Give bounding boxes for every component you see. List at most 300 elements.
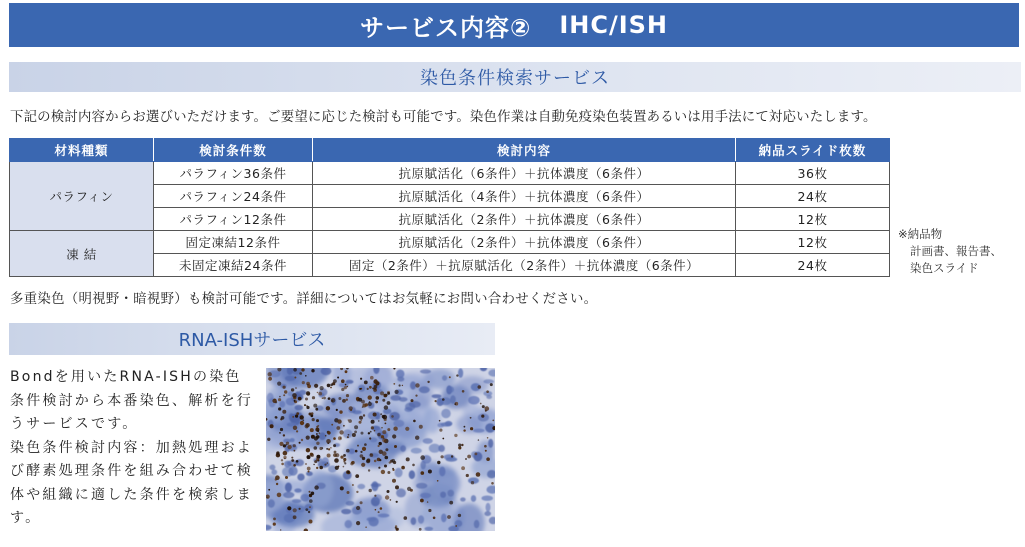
ish-signal-dot [378,445,380,447]
cell-nucleus [439,397,451,405]
ish-signal-dot [296,430,298,432]
ish-signal-dot [293,464,296,467]
ish-signal-dot [340,486,344,490]
ish-signal-dot [378,467,380,469]
deliverables-note [898,226,1002,277]
note-line: 染色スライド [910,261,979,275]
ish-signal-dot [478,439,479,440]
ish-signal-dot [395,390,399,394]
ish-signal-dot [392,469,394,471]
cell-nucleus [441,409,451,419]
ish-signal-dot [320,386,324,390]
ish-signal-dot [454,403,456,405]
ish-signal-dot [442,438,444,440]
cell-nucleus [429,444,441,453]
ish-signal-dot [415,395,417,397]
stain-section-title: 染色条件検索サービス [9,62,1021,92]
ish-signal-dot [458,514,461,517]
cell-nucleus [357,484,365,489]
ish-signal-dot [336,426,340,430]
cell-nucleus [409,470,415,479]
ish-signal-dot [347,491,350,494]
ish-signal-dot [352,433,356,437]
ish-signal-dot [428,470,432,474]
ish-signal-dot [313,464,314,465]
ish-signal-dot [427,381,429,383]
ish-signal-dot [304,404,306,406]
ish-signal-dot [340,456,343,459]
ish-signal-dot [318,392,322,396]
ish-signal-dot [362,447,366,451]
ish-signal-dot [326,406,330,410]
cell-nucleus [290,438,295,442]
ish-signal-dot [309,520,313,524]
ish-signal-dot [465,458,467,460]
ish-signal-dot [301,368,304,371]
ish-signal-dot [346,449,350,453]
ish-signal-dot [380,413,382,415]
condition-cell: 未固定凍結24条件 [154,254,313,277]
ish-signal-dot [315,408,318,411]
ish-signal-dot [283,451,288,456]
cell-nucleus [400,445,406,452]
ish-signal-dot [346,399,348,401]
ish-signal-dot [350,462,353,465]
ish-signal-dot [394,445,397,448]
page-header [9,3,1019,47]
ish-signal-dot [368,395,372,399]
ish-signal-dot [458,446,461,449]
ish-signal-dot [437,461,440,464]
cell-nucleus [395,468,403,478]
ish-signal-dot [283,394,285,396]
ish-signal-dot [287,445,291,449]
ish-signal-dot [282,410,286,414]
cell-nucleus [346,380,354,384]
ish-signal-dot [382,399,385,402]
rna-description [10,366,255,531]
ish-signal-dot [306,427,308,429]
ish-signal-dot [331,400,333,402]
ish-signal-dot [335,453,339,457]
ish-signal-dot [437,480,439,482]
ish-signal-dot [284,390,287,393]
ish-signal-dot [316,419,319,422]
contents-cell: 抗原賦活化（2条件）＋抗体濃度（6条件） [313,208,736,231]
ish-signal-dot [281,459,283,461]
ish-signal-dot [441,455,444,458]
condition-cell: パラフィン12条件 [154,208,313,231]
cell-nucleus [393,420,404,427]
ish-signal-dot [356,506,360,510]
ish-signal-dot [324,464,326,466]
ish-signal-dot [470,417,472,419]
cell-nucleus [420,369,431,373]
ish-signal-dot [305,375,307,377]
ish-signal-dot [379,442,382,445]
material-cell: パラフィン [10,162,154,231]
ish-signal-dot [455,525,457,527]
ish-signal-dot [356,521,360,525]
ish-signal-dot [343,425,345,427]
ish-signal-dot [330,387,332,389]
ish-signal-dot [281,463,284,466]
ish-signal-dot [354,431,357,434]
ish-signal-dot [463,429,465,431]
cell-nucleus [297,474,304,481]
cell-nucleus [289,466,298,476]
ish-signal-dot [362,406,364,408]
cell-nucleus [268,499,275,508]
ish-signal-dot [333,444,336,447]
ish-signal-dot [387,490,390,493]
cell-nucleus [474,520,480,528]
contents-cell: 抗原賦活化（2条件）＋抗体濃度（6条件） [313,231,736,254]
ish-signal-dot [378,420,379,421]
ish-signal-dot [322,447,323,448]
cell-nucleus [285,376,296,381]
ish-signal-dot [401,466,405,470]
ish-signal-dot [306,448,310,452]
cell-nucleus [484,511,491,516]
col-header-condition-count: 検討条件数 [154,139,313,162]
cell-nucleus [295,405,304,411]
cell-nucleus [389,412,400,421]
header-title: サービス内容② [359,13,532,42]
ish-signal-dot [295,387,297,389]
cell-nucleus [399,397,408,402]
ish-signal-dot [317,392,318,393]
cell-nucleus [383,409,391,415]
ish-signal-dot [381,470,385,474]
ish-signal-dot [298,397,302,401]
ish-signal-dot [316,435,320,439]
ish-signal-dot [305,508,308,511]
ish-signal-dot [301,439,303,441]
ish-signal-dot [330,447,332,449]
ish-signal-dot [370,431,372,433]
ish-signal-dot [306,406,309,409]
ish-signal-dot [384,465,387,468]
cell-nucleus [346,501,355,506]
ish-signal-dot [374,430,376,432]
ish-signal-dot [326,439,331,444]
ish-signal-dot [309,491,311,493]
condition-cell: パラフィン24条件 [154,185,313,208]
ish-signal-dot [270,424,274,428]
ish-signal-dot [393,383,395,385]
ish-signal-dot [279,432,281,434]
ish-signal-dot [293,508,297,512]
ish-signal-dot [339,430,343,434]
ish-signal-dot [343,466,345,468]
cell-nucleus [294,488,301,492]
ish-signal-dot [412,464,415,467]
ish-signal-dot [279,396,281,398]
ish-signal-dot [303,419,305,421]
ish-signal-dot [491,482,494,485]
ish-signal-dot [326,448,328,450]
ish-signal-dot [396,501,398,503]
ish-signal-dot [387,401,391,405]
ish-signal-dot [361,463,365,467]
cell-nucleus [396,370,405,379]
cell-nucleus [440,422,451,426]
ish-signal-dot [299,442,301,444]
cell-nucleus [297,506,305,512]
ish-signal-dot [389,461,391,463]
ish-signal-dot [346,394,349,397]
ish-signal-dot [404,516,408,520]
cell-nucleus [299,390,306,395]
ish-signal-dot [292,393,297,398]
ish-signal-dot [365,526,367,528]
cell-nucleus [341,509,351,515]
ish-signal-dot [317,425,319,427]
ish-signal-dot [364,443,367,446]
ish-signal-dot [334,458,339,463]
ish-signal-dot [382,430,386,434]
ish-signal-dot [361,432,364,435]
cell-nucleus [458,368,463,378]
ish-signal-dot [331,424,333,426]
ish-signal-dot [311,435,315,439]
ish-signal-dot [480,403,482,405]
ish-signal-dot [310,453,314,457]
ish-signal-dot [433,517,436,520]
ish-signal-dot [344,462,346,464]
ish-signal-dot [278,398,281,401]
tissue-region [388,507,405,528]
ish-signal-dot [294,377,296,379]
cell-nucleus [488,439,493,448]
ish-signal-dot [359,416,363,420]
ish-signal-dot [415,383,419,387]
ish-signal-dot [293,368,297,372]
conditions-table [9,138,890,277]
ish-signal-dot [421,471,425,475]
ish-signal-dot [345,370,348,373]
ish-signal-dot [311,492,315,496]
ish-signal-dot [449,501,453,505]
slides-cell: 12枚 [736,208,890,231]
ish-signal-dot [279,442,283,446]
ish-signal-dot [395,527,397,529]
ish-signal-dot [492,420,494,422]
ish-signal-dot [359,388,361,390]
ish-signal-dot [370,376,374,380]
ish-signal-dot [419,528,422,531]
ish-signal-dot [293,515,297,519]
ish-signal-dot [373,413,377,417]
ish-signal-dot [383,415,388,420]
ish-signal-dot [373,388,377,392]
ish-signal-dot [300,415,304,419]
cell-nucleus [271,469,277,474]
micrograph-svg [266,368,495,531]
ish-signal-dot [374,460,377,463]
ish-signal-dot [308,511,310,513]
cell-nucleus [396,488,406,497]
ish-signal-dot [385,423,387,425]
ish-signal-dot [305,423,309,427]
contents-cell: 抗原賦活化（6条件）＋抗体濃度（6条件） [313,162,736,185]
ish-signal-dot [370,453,372,455]
tissue-region [423,407,440,433]
ish-signal-dot [310,428,314,432]
ish-signal-dot [294,400,296,402]
ish-signal-dot [456,374,458,376]
ish-signal-dot [471,481,474,484]
rna-paragraph: 染色条件検討内容：加熱処理および酵素処理条件を組み合わせて検体や組織に適した条件を検索します。 [10,439,253,526]
ish-signal-dot [305,463,307,465]
ish-signal-dot [451,455,453,457]
ish-signal-dot [352,484,354,486]
ish-signal-dot [470,427,473,430]
ish-signal-dot [384,394,388,398]
ish-signal-dot [317,459,319,461]
ish-signal-dot [377,459,379,461]
ish-signal-dot [481,415,484,418]
ish-signal-dot [327,512,330,515]
ish-signal-dot [314,485,318,489]
ish-signal-dot [375,381,379,385]
ish-signal-dot [454,434,457,437]
ish-signal-dot [375,401,378,404]
ish-signal-dot [314,384,318,388]
ish-signal-dot [337,377,339,379]
ish-signal-dot [466,474,469,477]
ish-signal-dot [300,421,304,425]
ish-signal-dot [341,379,345,383]
cell-nucleus [416,483,427,489]
cell-nucleus [424,527,433,531]
ish-signal-dot [368,469,370,471]
ish-signal-dot [292,416,294,418]
ish-signal-dot [439,429,442,432]
ish-signal-dot [348,419,352,423]
ish-signal-dot [478,385,482,389]
ish-signal-dot [299,508,301,510]
ish-signal-dot [365,403,368,406]
ish-signal-dot [308,471,310,473]
ish-signal-dot [273,518,276,521]
ish-signal-dot [285,476,288,479]
ish-signal-dot [382,438,386,442]
ish-signal-dot [420,455,425,460]
ish-signal-dot [347,471,349,473]
ish-signal-dot [347,436,349,438]
note-line: ※納品物 [898,227,943,241]
ish-signal-dot [365,383,367,385]
ish-signal-dot [337,419,341,423]
ish-signal-dot [399,384,401,386]
ish-signal-dot [275,417,277,419]
ish-signal-dot [368,432,370,434]
ish-signal-dot [277,493,282,498]
ish-signal-dot [327,384,331,388]
cell-nucleus [441,514,447,523]
ish-signal-dot [475,453,478,456]
ish-signal-dot [284,458,285,459]
rna-ish-micrograph [266,368,495,531]
ish-signal-dot [273,523,276,526]
ish-signal-dot [371,420,375,424]
ish-signal-dot [385,456,389,460]
stain-intro-text: 下記の検討内容からお選びいただけます。ご要望に応じた検討も可能です。染色作業は自動免疫染色装置あるいは用手法にて対応いたします。 [10,110,877,125]
ish-signal-dot [302,381,305,384]
ish-signal-dot [377,433,381,437]
ish-signal-dot [354,425,358,429]
ish-signal-dot [280,529,281,530]
ish-signal-dot [309,506,311,508]
ish-signal-dot [328,448,330,450]
ish-signal-dot [391,415,394,418]
ish-signal-dot [317,430,319,432]
ish-signal-dot [314,446,318,450]
ish-signal-dot [313,404,317,408]
table-header-row [10,139,890,162]
ish-signal-dot [348,434,350,436]
ish-signal-dot [485,410,487,412]
ish-signal-dot [369,386,372,389]
ish-signal-dot [485,450,487,452]
cell-nucleus [371,483,382,487]
ish-signal-dot [367,458,371,462]
ish-signal-dot [380,507,383,510]
ish-signal-dot [363,414,365,416]
ish-signal-dot [435,400,437,402]
ish-signal-dot [319,432,321,434]
ish-signal-dot [312,418,315,421]
ish-signal-dot [467,455,471,459]
rna-paragraph: Bondを用いたRNA-ISHの染色条件検討から本番染色、解析を行うサービスです。 [10,369,253,432]
ish-signal-dot [343,461,345,463]
ish-signal-dot [384,405,388,409]
ish-signal-dot [392,434,396,438]
cell-nucleus [283,492,294,498]
ish-signal-dot [307,384,311,388]
note-line: 計画書、報告書、 [910,244,1002,258]
cell-nucleus [481,496,493,501]
ish-signal-dot [402,385,403,386]
cell-nucleus [411,448,422,454]
cell-nucleus [345,520,353,528]
ish-signal-dot [355,474,359,478]
ish-signal-dot [276,483,278,485]
ish-signal-dot [325,435,327,437]
ish-signal-dot [391,459,395,463]
ish-signal-dot [336,409,338,411]
ish-signal-dot [291,457,293,459]
ish-signal-dot [335,466,339,470]
cell-nucleus [486,503,491,512]
ish-signal-dot [406,457,410,461]
ish-signal-dot [461,444,463,446]
ish-signal-dot [376,396,380,400]
ish-signal-dot [395,485,399,489]
ish-signal-dot [390,499,392,501]
ish-signal-dot [327,454,331,458]
cell-nucleus [420,493,431,499]
ish-signal-dot [369,437,371,439]
col-header-slides: 納品スライド枚数 [736,139,890,162]
ish-signal-dot [355,450,358,453]
ish-signal-dot [393,427,397,431]
ish-signal-dot [486,457,490,461]
ish-signal-dot [381,427,383,429]
cell-nucleus [410,381,416,389]
